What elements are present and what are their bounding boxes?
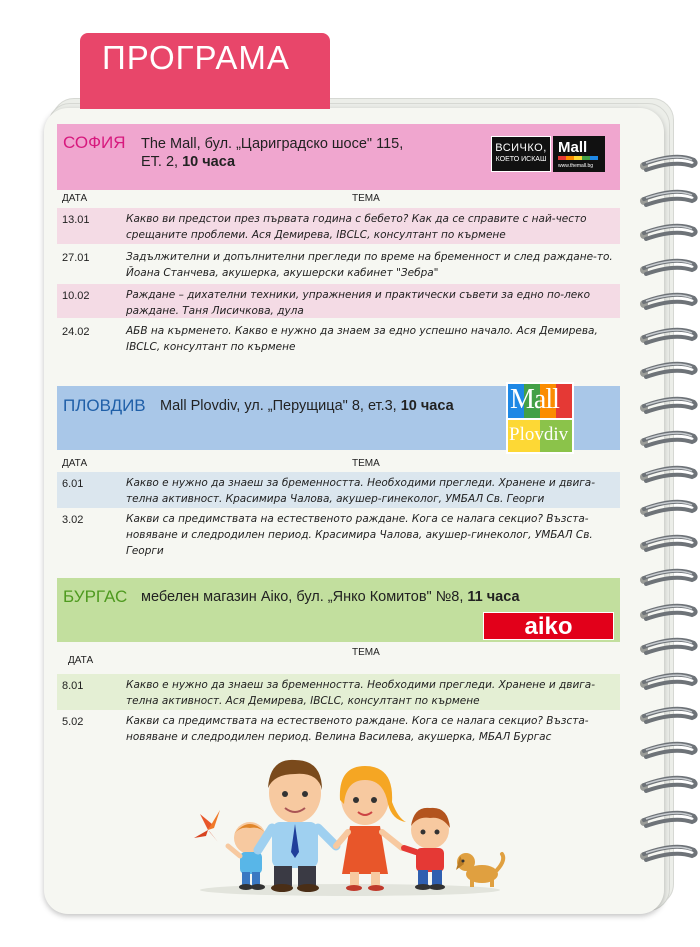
- burgas-row-date: 5.02: [62, 716, 84, 728]
- spiral-ring: [636, 771, 700, 801]
- sofia-venue-line1: The Mall, бул. „Цариградско шосе" 115,: [141, 136, 404, 152]
- spiral-ring: [636, 599, 700, 629]
- plovdiv-row-topic: Какво е нужно да знаеш за бременността. Необходими прегледи. Хранене и двига-телна активност. Красимира Чалова, акушер-гинеколог, УМБАЛ Св. Георги: [126, 477, 596, 505]
- sofia-city: СОФИЯ: [63, 133, 126, 152]
- the-mall-logo: [553, 136, 605, 172]
- burgas-city: БУРГАС: [63, 587, 128, 606]
- small-boy-figure: [228, 822, 266, 890]
- spiral-ring: [636, 564, 700, 594]
- sofia-row-topic: АБВ на кърменето. Какво е нужно да знаем за едно успешно начало. Ася Демирева, IBCLC, консултант по кърмене: [126, 325, 598, 353]
- aiko-logo: [483, 612, 614, 640]
- father-figure: [258, 760, 336, 892]
- sofia-time: 10 часа: [182, 154, 236, 170]
- burgas-row-topic: Какви са предимствата на естественото раждане. Кога се налага секцио? Възста-новяване и следродилен период. Велина Василева, акушерка, МБАЛ Бургас: [126, 715, 589, 743]
- burgas-schedule-row: [57, 674, 620, 710]
- plovdiv-time: 10 часа: [400, 398, 454, 414]
- dog-figure: [456, 853, 503, 887]
- spiral-ring: [636, 357, 700, 387]
- sofia-topic-header: ТЕМА: [352, 193, 380, 204]
- sofia-schedule-row: [57, 246, 620, 282]
- plovdiv-venue-text: Mall Plovdiv, ул. „Перущица" 8, ет.3,: [160, 398, 401, 414]
- spiral-ring: [636, 461, 700, 491]
- spiral-ring: [636, 426, 700, 456]
- sofia-header: [57, 124, 620, 190]
- burgas-venue: [141, 589, 520, 605]
- sofia-schedule-row: [57, 284, 620, 318]
- plovdiv-date-header: ДАТА: [62, 458, 88, 469]
- sofia-venue-floor: ЕТ. 2,: [141, 154, 183, 170]
- sofia-venue-line2: [141, 153, 403, 171]
- the-mall-logo-site: www.themall.bg: [558, 163, 594, 169]
- sofia-date-header: ДАТА: [62, 193, 88, 204]
- sofia-row-date: 24.02: [62, 326, 90, 338]
- spiral-ring: [636, 254, 700, 284]
- mall-plovdiv-logo-plovdiv-text: Plovdiv: [509, 424, 569, 445]
- the-mall-logo-stripes: [558, 156, 598, 160]
- burgas-date-header: ДАТА: [68, 655, 94, 666]
- sofia-row-topic: Раждане – дихателни техники, упражнения и практически съвети за едно по-леко раждане. Таня Лисичкова, дула: [126, 289, 591, 317]
- burgas-time: 11 часа: [467, 589, 520, 605]
- older-boy-figure: [404, 808, 450, 890]
- sofia-row-topic: Задължителни и допълнителни прегледи по време на бременност и след раждане-то. Йоана Станчева, акушерка, акушерски кабинет "Зебра": [126, 251, 613, 279]
- plovdiv-topic-header: ТЕМА: [352, 458, 380, 469]
- spiral-ring: [636, 150, 700, 180]
- spiral-ring: [636, 840, 700, 870]
- spiral-ring: [636, 219, 700, 249]
- spiral-ring: [636, 495, 700, 525]
- vsichko-logo-line1: ВСИЧКО,: [495, 142, 547, 154]
- spiral-ring: [636, 530, 700, 560]
- program-title: ПРОГРАМА: [102, 39, 290, 76]
- plovdiv-venue: [160, 398, 454, 414]
- spiral-ring: [636, 806, 700, 836]
- burgas-topic-header: ТЕМА: [352, 647, 380, 658]
- sofia-schedule-row: [57, 320, 620, 358]
- program-tab: [80, 33, 330, 109]
- burgas-schedule-row: [57, 710, 620, 748]
- burgas-row-date: 8.01: [62, 680, 84, 692]
- sofia-row-date: 13.01: [62, 214, 90, 226]
- the-mall-logo-text: Mall: [558, 139, 588, 156]
- sofia-schedule-row: [57, 208, 620, 244]
- plovdiv-row-topic: Какви са предимствата на естественото раждане. Кога се налага секцио? Възста-новяване и следродилен период. Красимира Чалова, акушер-гинеколог, УМБАЛ Св. Георги: [126, 513, 593, 557]
- aiko-logo-text: aiko: [524, 613, 573, 640]
- plovdiv-row-date: 3.02: [62, 514, 84, 526]
- sofia-row-topic: Какво ви предстои през първата година с бебето? Как да се справите с най-често срещаните проблеми. Ася Демирева, IBCLC, консултант по кърмене: [126, 213, 587, 241]
- plovdiv-schedule-row: [57, 472, 620, 508]
- plovdiv-row-date: 6.01: [62, 478, 84, 490]
- sofia-venue: [141, 135, 403, 171]
- spiral-ring: [636, 668, 700, 698]
- spiral-ring: [636, 288, 700, 318]
- plovdiv-city: ПЛОВДИВ: [63, 396, 146, 415]
- sofia-row-date: 10.02: [62, 290, 90, 302]
- vsichko-logo-line2: КОЕТО ИСКАШ: [495, 156, 547, 163]
- family-illustration: [170, 748, 520, 898]
- spiral-ring: [636, 737, 700, 767]
- spiral-ring: [636, 702, 700, 732]
- burgas-venue-text: мебелен магазин Аiко, бул. „Янко Комитов" №8,: [141, 589, 468, 605]
- mall-plovdiv-logo-mall-text: Mall: [510, 384, 559, 415]
- mother-figure: [336, 766, 406, 891]
- spiral-ring: [636, 323, 700, 353]
- burgas-row-topic: Какво е нужно да знаеш за бременността. Необходими прегледи. Хранене и двига-телна активност. Ася Демирева, IBCLC, консултант по кърмене: [126, 679, 596, 707]
- sofia-row-date: 27.01: [62, 252, 90, 264]
- spiral-ring: [636, 633, 700, 663]
- plovdiv-schedule-row: [57, 508, 620, 560]
- mall-plovdiv-logo: [506, 382, 574, 454]
- butterfly-icon: [194, 810, 220, 842]
- spiral-ring: [636, 185, 700, 215]
- plovdiv-header: [57, 386, 620, 450]
- spiral-ring: [636, 392, 700, 422]
- burgas-header: [57, 578, 620, 642]
- vsichko-logo: [491, 136, 551, 172]
